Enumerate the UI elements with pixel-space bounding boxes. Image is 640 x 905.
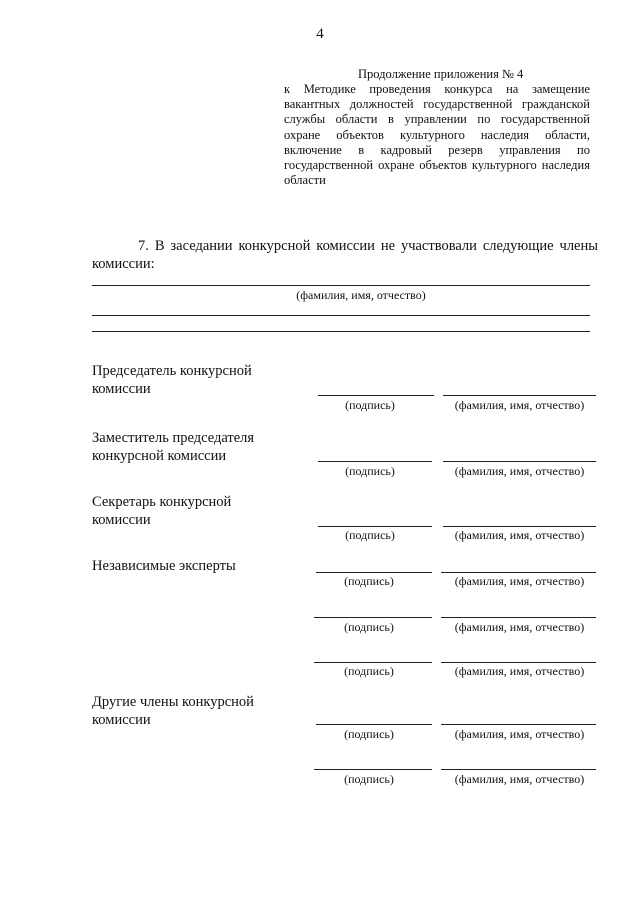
other-1-name-line <box>441 724 596 725</box>
expert-2-name-line <box>441 617 596 618</box>
expert-3-signature-caption: (подпись) <box>344 664 394 678</box>
expert-2-signature-caption: (подпись) <box>344 620 394 634</box>
other-2-signature-caption: (подпись) <box>344 772 394 786</box>
expert-3-name-line <box>441 662 596 663</box>
chairman-name-caption: (фамилия, имя, отчество) <box>454 398 585 412</box>
fio-caption: (фамилия, имя, отчество) <box>296 288 426 302</box>
deputy-label: Заместитель председателя конкурсной комиссии <box>92 430 255 464</box>
appendix-reference: к Методике проведения конкурса на замещение вакантных должностей государственной гражданской службы области в управлении по государственной охране объектов культурного наследия области, включение в кадровый резерв управления по государственной охране объектов культурного наследия области <box>284 82 590 188</box>
secretary-name-line <box>443 526 596 527</box>
chairman-label: Председатель конкурсной комиссии <box>92 363 252 397</box>
expert-2-signature-line <box>314 617 432 618</box>
expert-3-name-caption: (фамилия, имя, отчество) <box>454 664 585 678</box>
secretary-label: Секретарь конкурсной комиссии <box>92 494 232 528</box>
chairman-signature-caption: (подпись) <box>345 398 395 412</box>
expert-1-signature-caption: (подпись) <box>344 574 394 588</box>
section-7-text: 7. В заседании конкурсной комиссии не участвовали следующие члены комиссии: <box>92 238 598 272</box>
chairman-name-line <box>443 395 596 396</box>
absent-member-line-2 <box>92 315 590 316</box>
expert-2-name-caption: (фамилия, имя, отчество) <box>454 620 585 634</box>
other-members-label: Другие члены конкурсной комиссии <box>92 694 254 728</box>
other-2-name-line <box>441 769 596 770</box>
deputy-signature-caption: (подпись) <box>345 464 395 478</box>
secretary-signature-line <box>318 526 432 527</box>
other-1-signature-line <box>316 724 432 725</box>
chairman-signature-line <box>318 395 434 396</box>
other-1-signature-caption: (подпись) <box>344 727 394 741</box>
absent-member-line-3 <box>92 331 590 332</box>
page-number: 4 <box>316 26 324 42</box>
secretary-signature-caption: (подпись) <box>345 528 395 542</box>
expert-1-signature-line <box>316 572 432 573</box>
expert-3-signature-line <box>314 662 432 663</box>
deputy-name-line <box>443 461 596 462</box>
deputy-signature-line <box>318 461 432 462</box>
appendix-title: Продолжение приложения № 4 <box>358 67 524 81</box>
experts-label: Независимые эксперты <box>92 558 236 574</box>
deputy-name-caption: (фамилия, имя, отчество) <box>454 464 585 478</box>
expert-1-name-caption: (фамилия, имя, отчество) <box>454 574 585 588</box>
absent-member-line-1 <box>92 285 590 286</box>
secretary-name-caption: (фамилия, имя, отчество) <box>454 528 585 542</box>
other-2-name-caption: (фамилия, имя, отчество) <box>454 772 585 786</box>
other-2-signature-line <box>314 769 432 770</box>
other-1-name-caption: (фамилия, имя, отчество) <box>454 727 585 741</box>
expert-1-name-line <box>441 572 596 573</box>
